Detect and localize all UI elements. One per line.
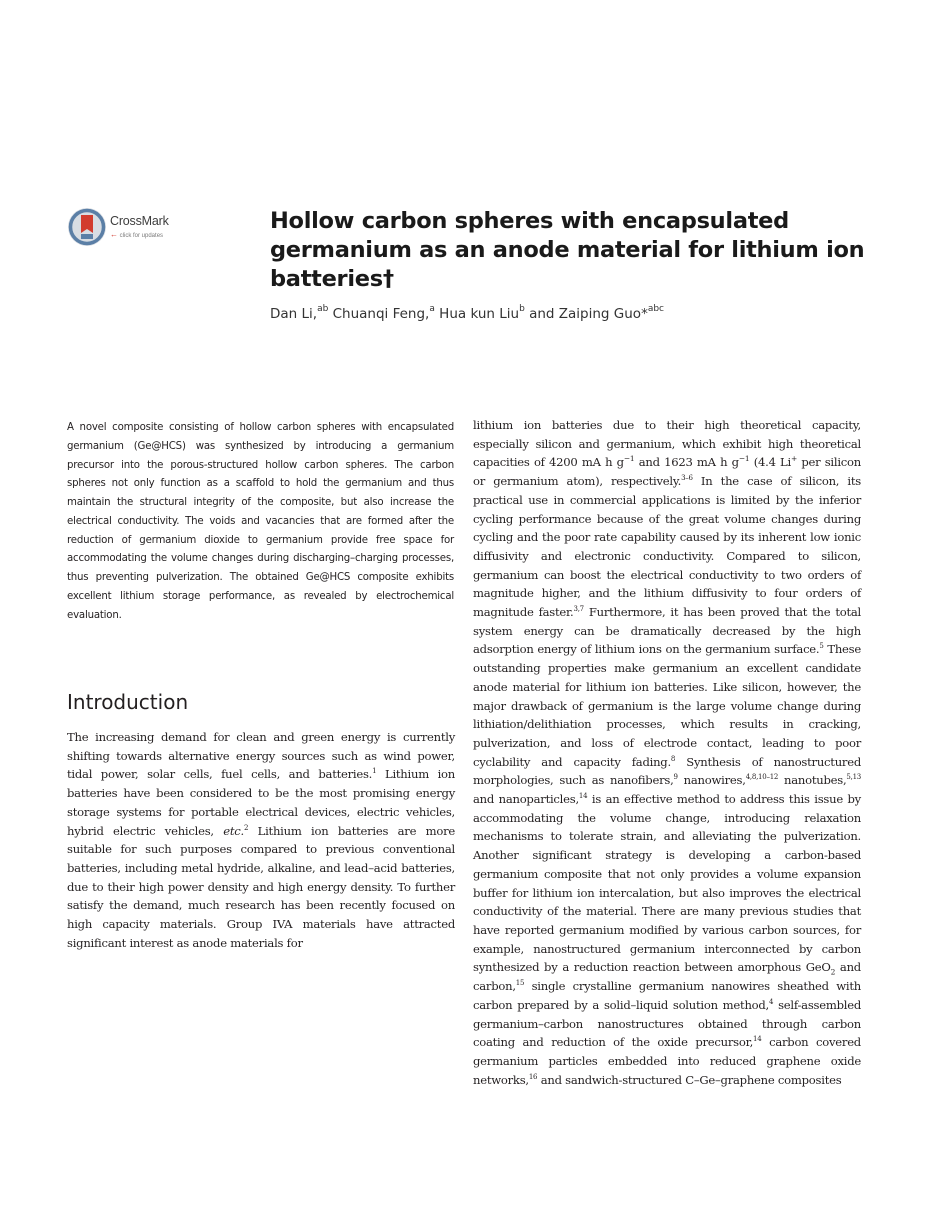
text-run: and 1623 mA h g: [634, 455, 739, 470]
crossmark-subtitle-text: click for updates: [119, 233, 164, 239]
text-run: nanowires,: [677, 773, 746, 788]
body-text-right-column: [473, 416, 861, 1089]
citation-ref: 3,7: [573, 605, 584, 614]
text-run: In the case of silicon, its practical use in commercial applications is limited by the inferior cycling performance because of the great volume changes during cycling and the poor rate capability caused by its inherent low ionic diffusivity and electronic conductivity. Compared to silicon, germanium can boost the electrical conductivity to two orders of magnitude higher, and the lithium diffusivity to four orders of magnitude faster.: [473, 474, 861, 620]
citation-ref: 4: [769, 997, 774, 1006]
section-heading-introduction: Introduction: [67, 690, 189, 714]
subscript: 2: [830, 967, 836, 977]
text-run: carbon covered germanium particles embedded into reduced graphene oxide networks,: [473, 1035, 861, 1087]
text-run: self-assembled germanium–carbon nanostructures obtained through carbon coating and reduction of the oxide precursor,: [473, 997, 861, 1050]
citation-ref: 16: [528, 1072, 538, 1081]
text-run: The increasing demand for clean and green energy is currently shifting towards alternative energy sources such as wind power, tidal power, solar cells, fuel cells, and batteries.: [67, 730, 455, 782]
body-text-left-column: [67, 728, 455, 952]
citation-ref: 3–6: [681, 474, 693, 483]
text-run: lithium ion batteries due to their high theoretical capacity, especially silicon and germanium, which exhibit high theoretical capacities of 4200 mA h g: [473, 418, 861, 470]
paper-title: Hollow carbon spheres with encapsulated germanium as an anode material for lithium ion batteries†: [270, 208, 865, 292]
author: Chuanqi Feng,$^a$: [332, 304, 435, 322]
superscript: −1: [623, 454, 635, 464]
citation-ref: 14: [753, 1035, 762, 1044]
text-run: single crystalline germanium nanowires sheathed with carbon prepared by a solid–liquid solution method,: [473, 979, 861, 1012]
text-run: is an effective method to address this issue by accommodating the volume change, introducing relaxation mechanisms to tolerate strain, and alleviating the pulverization. Another significant strategy is developing a carbon-based germanium composite that not only provides a volume expansion buffer for lithium ion intercalation, but also improves the electrical conductivity of the material. There are many previous studies that have reported germanium modified by various carbon sources, for example, nanostructured germanium interconnected by carbon synthesized by a reduction reaction between amorphous GeO: [473, 792, 861, 975]
author: Hua kun Liu$^b$: [439, 304, 525, 322]
text-run: Lithium ion batteries have been considered to be the most promising energy storage systems for portable electrical devices, electric vehicles, hybrid electric vehicles,: [67, 767, 455, 838]
text-run: nanotubes,: [778, 773, 847, 788]
crossmark-badge[interactable]: [67, 207, 187, 249]
text-run: and nanoparticles,: [473, 792, 579, 807]
arrow-left-icon: ←: [110, 230, 118, 239]
italic-text: etc.: [223, 823, 244, 838]
citation-ref: 5: [819, 642, 824, 651]
citation-ref: 15: [515, 979, 525, 988]
text-run: Lithium ion batteries are more suitable for such purposes compared to previous conventional batteries, including metal hydride, alkaline, and lead–acid batteries, due to their high power density and high energy density. To further satisfy the demand, much research has been recently focused on high capacity materials. Group IVA materials have attracted significant interest as anode materials for: [67, 823, 455, 950]
citation-ref: 1: [372, 767, 377, 776]
text-run: These outstanding properties make germanium an excellent candidate anode material for lithium ion batteries. Like silicon, however, the major drawback of germanium is the large volume change during lithiation/delithiation processes, which results in cracking, pulverization, and loss of electrode contact, leading to poor cyclability and capacity fading.: [473, 642, 861, 769]
citation-ref: 8: [670, 754, 676, 763]
text-run: and sandwich-structured C–Ge–graphene composites: [537, 1072, 842, 1087]
crossmark-subtitle: [110, 230, 163, 239]
author-list: [270, 305, 664, 322]
text-run: per silicon or germanium atom), respectively.: [473, 455, 861, 489]
author: and Zaiping Guo*$^{abc}$: [529, 304, 665, 322]
abstract: A novel composite consisting of hollow carbon spheres with encapsulated germanium (Ge@HCS) was synthesized by introducing a germanium precursor into the porous-structured hollow carbon spheres. The carbon spheres not only function as a scaffold to hold the germanium and thus maintain the structural integrity of the composite, but also increase the electrical conductivity. The voids and vacancies that are formed after the reduction of germanium dioxide to germanium provide free space for accommodating the volume changes during discharging–charging processes, thus preventing pulverization. The obtained Ge@HCS composite exhibits excellent lithium storage performance, as revealed by electrochemical evaluation.: [67, 422, 454, 621]
citation-ref: 4,8,10–12: [745, 773, 779, 782]
text-run: and carbon,: [473, 960, 861, 994]
citation-ref: 2: [243, 823, 249, 832]
citation-ref: 9: [673, 773, 678, 782]
superscript: +: [790, 454, 797, 464]
crossmark-icon: [67, 207, 107, 247]
citation-ref: 14: [578, 792, 588, 801]
citation-ref: 5,13: [846, 773, 862, 782]
text-run: Furthermore, it has been proved that the total system energy can be dramatically decreased by the high adsorption energy of lithium ions on the germanium surface.: [473, 605, 861, 657]
superscript: −1: [738, 454, 750, 464]
crossmark-name: CrossMark: [110, 214, 169, 228]
text-run: (4.4 Li: [749, 455, 791, 470]
text-run: Synthesis of nanostructured morphologies, such as nanofibers,: [473, 754, 861, 788]
author: Dan Li,$^{ab}$: [270, 304, 329, 322]
